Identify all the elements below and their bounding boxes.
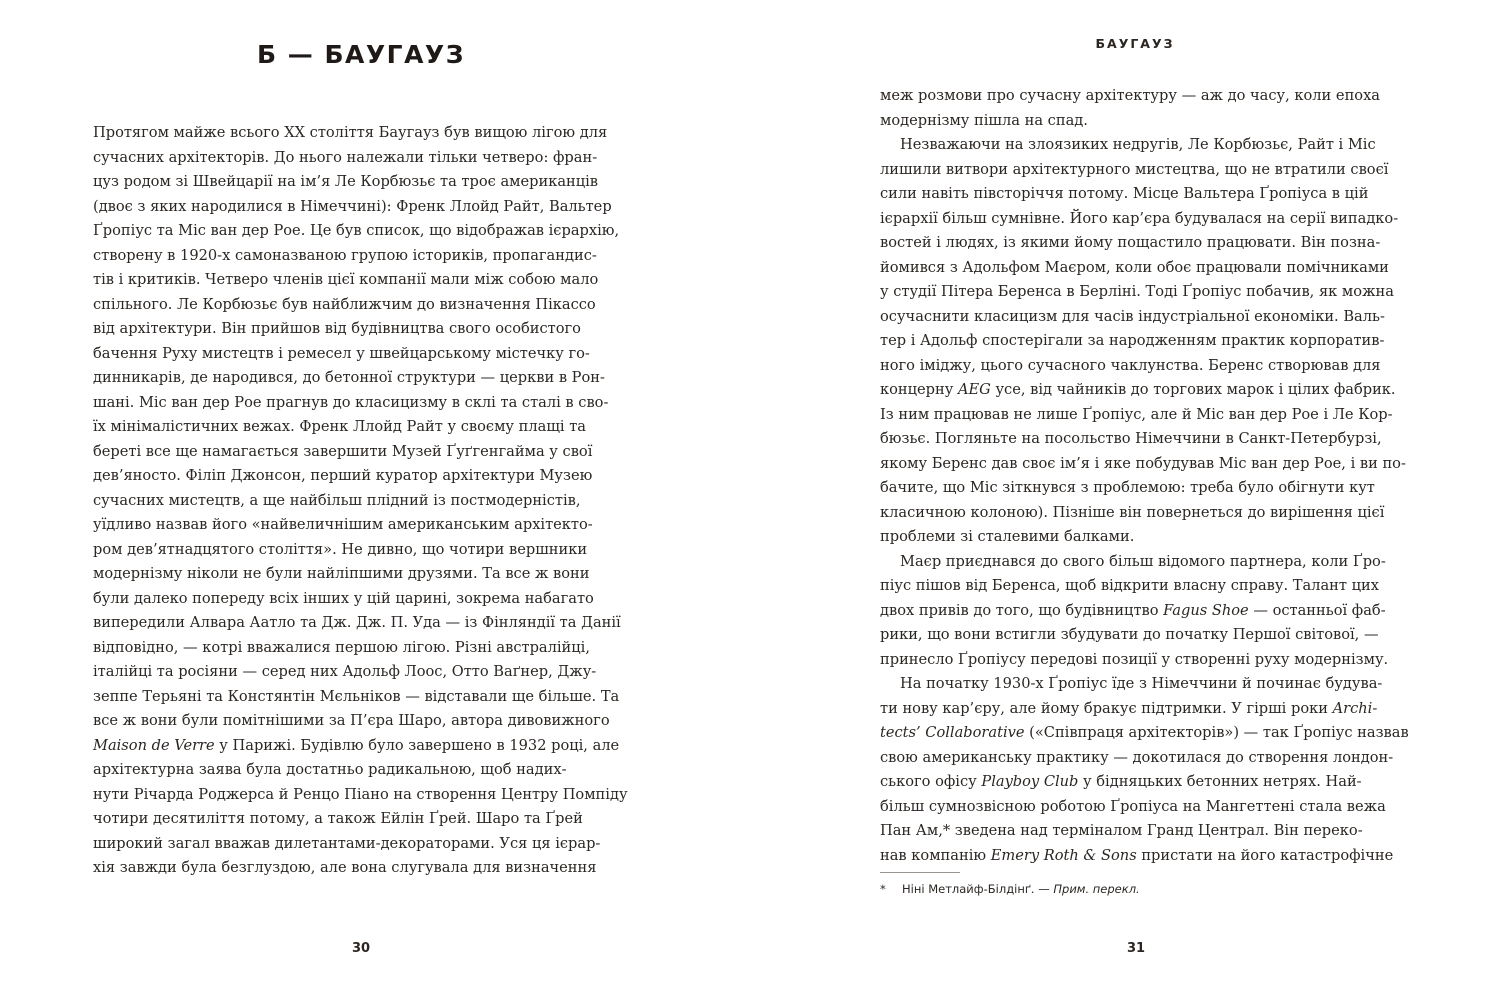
line-text: Пан Ам,* зведена над терміналом Гранд Централ. Він переко- (880, 822, 1363, 839)
text-line (880, 697, 1409, 722)
line-text: береті все ще намагається завершити Музей Ґуґгенгайма у свої (93, 442, 593, 460)
line-text: динникарів, де народився, до бетонної структури — церкви в Рон- (93, 369, 605, 386)
right-body-text (880, 84, 1409, 868)
line-text: тів і критиків. Четверо членів цієї компанії мали між собою мало (93, 271, 599, 288)
line-text: свою американську практику — докотилася до створення лондон- (880, 748, 1394, 766)
line-text: все ж вони були помітнішими за П’єра Шаро, автора дивовижного (93, 712, 610, 729)
line-text: проблеми зі сталевими балками. (880, 528, 1135, 545)
text-line (880, 305, 1409, 330)
line-text: принесло Ґропіусу передові позиції у створенні руху модернізму. (880, 650, 1389, 668)
text-line (880, 623, 1409, 648)
text-line (880, 599, 1409, 624)
line-text: італійці та росіяни — серед них Адольф Лоос, Отто Ваґнер, Джу- (93, 663, 597, 680)
line-text: ського офісу (880, 773, 982, 790)
line-text: класичною колоною). Пізніше він повернеться до вирішення цієї (880, 503, 1385, 521)
line-text: На початку 1930-х Ґропіус їде з Німеччини й починає будува- (900, 675, 1383, 692)
line-text: ти нову кар’єру, але йому бракує підтримки. У гірші роки (880, 699, 1333, 717)
footnote-text: Ніні Метлайф-Білдінґ. — (902, 882, 1054, 896)
line-text: Із ним працював не лише Ґропіус, але й Міс ван дер Рое і Ле Кор- (880, 405, 1393, 423)
text-line (93, 587, 628, 612)
text-line (880, 256, 1409, 281)
line-text: осучаснити класицизм для часів індустріальної економіки. Валь- (880, 307, 1385, 325)
text-line (93, 489, 628, 514)
text-line (93, 807, 628, 832)
line-text: у студії Пітера Беренса в Берліні. Тоді Ґропіус побачив, як можна (880, 283, 1394, 300)
line-text: сучасних мистецтв, а ще найбільш плідний із постмодерністів, (93, 491, 581, 509)
line-text: спільного. Ле Корбюзьє був найближчим до визначення Пікассо (93, 295, 596, 313)
line-text: їх мінімалістичних вежах. Френк Ллойд Райт у своєму плащі та (93, 418, 586, 435)
text-line (93, 709, 628, 734)
line-text: пристати на його катастрофічне (1136, 846, 1394, 864)
line-text: востей і людях, із якими йому пощастило працювати. Він позна- (880, 234, 1381, 251)
line-text: концерну (880, 381, 958, 398)
line-text: широкий загал вважав дилетантами-декораторами. Уся ця ієрар- (93, 834, 601, 852)
line-text: Незважаючи на злоязиких недругів, Ле Корбюзьє, Райт і Міс (900, 136, 1376, 153)
text-line (880, 84, 1409, 109)
chapter-title: Б — БАУГАУЗ (257, 40, 465, 69)
translator-note-tag: Прим. перекл. (1053, 882, 1140, 896)
text-line (880, 648, 1409, 673)
line-text: відповідно, — котрі вважалися першою лігою. Різні австралійці, (93, 638, 590, 656)
italic-title: Fagus Shoe (1163, 601, 1249, 619)
text-line (880, 795, 1409, 820)
line-text: бюзьє. Погляньте на посольство Німеччини в Санкт-Петербурзі, (880, 430, 1382, 447)
text-line (93, 562, 628, 587)
text-line (93, 366, 628, 391)
italic-title: Emery Roth & Sons (990, 846, 1137, 864)
line-text: нав компанію (880, 846, 991, 864)
italic-title: AEG (957, 381, 991, 398)
left-body-text (93, 121, 628, 881)
line-text: уїдливо назвав його «найвеличнішим американським архітекто- (93, 516, 593, 533)
line-text: архітектурна заява була достатньо радикальною, щоб надих- (93, 761, 567, 778)
text-line (93, 660, 628, 685)
line-text: зеппе Терьяні та Констянтін Мєльніков — відставали ще більше. Та (93, 687, 620, 705)
footnote (880, 882, 1140, 896)
text-line (93, 440, 628, 465)
line-text: випередили Алвара Аатло та Дж. Дж. П. Уда — із Фінляндії та Данії (93, 614, 621, 631)
text-line (93, 636, 628, 661)
text-line (880, 182, 1409, 207)
line-text: Ґропіус та Міс ван дер Рое. Це був список, що відображав ієрархію, (93, 222, 620, 239)
italic-title: tects’ Collaborative (880, 724, 1025, 741)
italic-title: Maison de Verre (93, 736, 215, 754)
running-head: БАУГАУЗ (1095, 36, 1175, 51)
text-line (93, 856, 628, 881)
page-number: 31 (1127, 941, 1146, 956)
text-line (880, 746, 1409, 771)
line-text: чотири десятиліття потому, а також Ейлін Ґрей. Шаро та Ґрей (93, 810, 583, 827)
line-text: тер і Адольф спостерігали за народженням практик корпоратив- (880, 332, 1385, 349)
line-text: ієрархії більш сумнівне. Його кар’єра будувалася на серії випадко- (880, 209, 1399, 227)
text-line (880, 329, 1409, 354)
text-line (93, 342, 628, 367)
text-line (93, 758, 628, 783)
text-line (93, 317, 628, 342)
line-text: більш сумнозвісною роботою Ґропіуса на Мангеттені стала вежа (880, 797, 1386, 815)
text-line (93, 121, 628, 146)
line-text: шані. Міс ван дер Рое прагнув до класицизму в склі та сталі в сво- (93, 393, 609, 411)
text-line (880, 207, 1409, 232)
text-line (880, 844, 1409, 869)
page-number: 30 (352, 941, 371, 956)
text-line (880, 574, 1409, 599)
text-line (880, 280, 1409, 305)
line-text: («Співпраця архітекторів») — так Ґропіус назвав (1024, 724, 1409, 741)
right-page (750, 0, 1500, 1000)
text-line (93, 513, 628, 538)
text-line (880, 501, 1409, 526)
text-line (93, 734, 628, 759)
text-line (93, 464, 628, 489)
line-text: модернізму ніколи не були найліпшими друзями. Та все ж вони (93, 565, 590, 582)
line-text: ром дев’ятнадцятого століття». Не дивно, що чотири вершники (93, 540, 588, 558)
text-line (93, 685, 628, 710)
line-text: сили навіть півсторіччя потому. Місце Вальтера Ґропіуса в цій (880, 185, 1369, 202)
line-text: були далеко попереду всіх інших у цій царині, зокрема набагато (93, 589, 594, 607)
text-line (93, 244, 628, 269)
line-text: від архітектури. Він прийшов від будівництва свого особистого (93, 320, 581, 337)
text-line (93, 268, 628, 293)
line-text: двох привів до того, що будівництво (880, 601, 1164, 619)
text-line (93, 170, 628, 195)
italic-title: Playboy Club (981, 773, 1079, 790)
line-text: піус пішов від Беренса, щоб відкрити власну справу. Талант цих (880, 577, 1379, 594)
text-line (880, 231, 1409, 256)
text-line (880, 770, 1409, 795)
line-text: усе, від чайників до торгових марок і цілих фабрик. (990, 381, 1396, 398)
line-text: бачення Руху мистецтв і ремесел у швейцарському містечку го- (93, 344, 590, 362)
text-line (880, 403, 1409, 428)
line-text: лишили витвори архітектурного мистецтва, що не втратили своєї (880, 160, 1389, 178)
text-line (93, 195, 628, 220)
text-line (880, 819, 1409, 844)
text-line (93, 832, 628, 857)
line-text: рики, що вони встигли збудувати до початку Першої світової, — (880, 626, 1379, 643)
text-line (880, 476, 1409, 501)
text-line (93, 293, 628, 318)
line-text: цуз родом зі Швейцарії на ім’я Ле Корбюзьє та троє американців (93, 173, 599, 190)
line-text: меж розмови про сучасну архітектуру — аж до часу, коли епоха (880, 87, 1381, 104)
text-line (880, 672, 1409, 697)
line-text: хія завжди була безглуздою, але вона слугувала для визначення (93, 859, 597, 876)
text-line (93, 219, 628, 244)
line-text: Протягом майже всього XX століття Баугауз був вищою лігою для (93, 124, 608, 141)
text-line (93, 391, 628, 416)
text-line (880, 427, 1409, 452)
text-line (93, 538, 628, 563)
text-line (880, 133, 1409, 158)
line-text: модернізму пішла на спад. (880, 111, 1088, 129)
text-line (93, 415, 628, 440)
text-line (880, 721, 1409, 746)
text-line (880, 378, 1409, 403)
line-text: ного іміджу, цього сучасного чаклунства. Беренс створював для (880, 356, 1381, 374)
line-text: (двоє з яких народилися в Німеччині): Френк Ллойд Райт, Вальтер (93, 197, 612, 215)
line-text: бачите, що Міс зіткнувся з проблемою: треба було обігнути кут (880, 479, 1375, 496)
text-line (93, 146, 628, 171)
line-text: у Парижі. Будівлю було завершено в 1932 році, але (214, 736, 620, 754)
line-text: нути Річарда Роджерса й Ренцо Піано на створення Центру Помпіду (93, 785, 628, 803)
line-text: у бідняцьких бетонних нетрях. Най- (1078, 773, 1362, 790)
line-text: створену в 1920-х самоназваною групою істориків, пропагандис- (93, 246, 597, 264)
text-line (93, 783, 628, 808)
line-text: сучасних архітекторів. До нього належали тільки четверо: фран- (93, 148, 598, 166)
line-text: — останньої фаб- (1248, 601, 1386, 619)
text-line (880, 109, 1409, 134)
footnote-mark: * (880, 882, 886, 896)
text-line (880, 452, 1409, 477)
text-line (880, 158, 1409, 183)
line-text: якому Беренс дав своє ім’я і яке побудував Міс ван дер Рое, і ви по- (880, 454, 1406, 472)
line-text: дев’яносто. Філіп Джонсон, перший куратор архітектури Музею (93, 467, 593, 484)
text-line (880, 550, 1409, 575)
footnote-divider (880, 872, 960, 873)
text-line (93, 611, 628, 636)
text-line (880, 354, 1409, 379)
line-text: йомився з Адольфом Маєром, коли обоє працювали помічниками (880, 258, 1389, 276)
line-text: Маєр приєднався до свого більш відомого партнера, коли Ґро- (900, 552, 1386, 570)
italic-title: Archi- (1332, 699, 1378, 717)
text-line (880, 525, 1409, 550)
